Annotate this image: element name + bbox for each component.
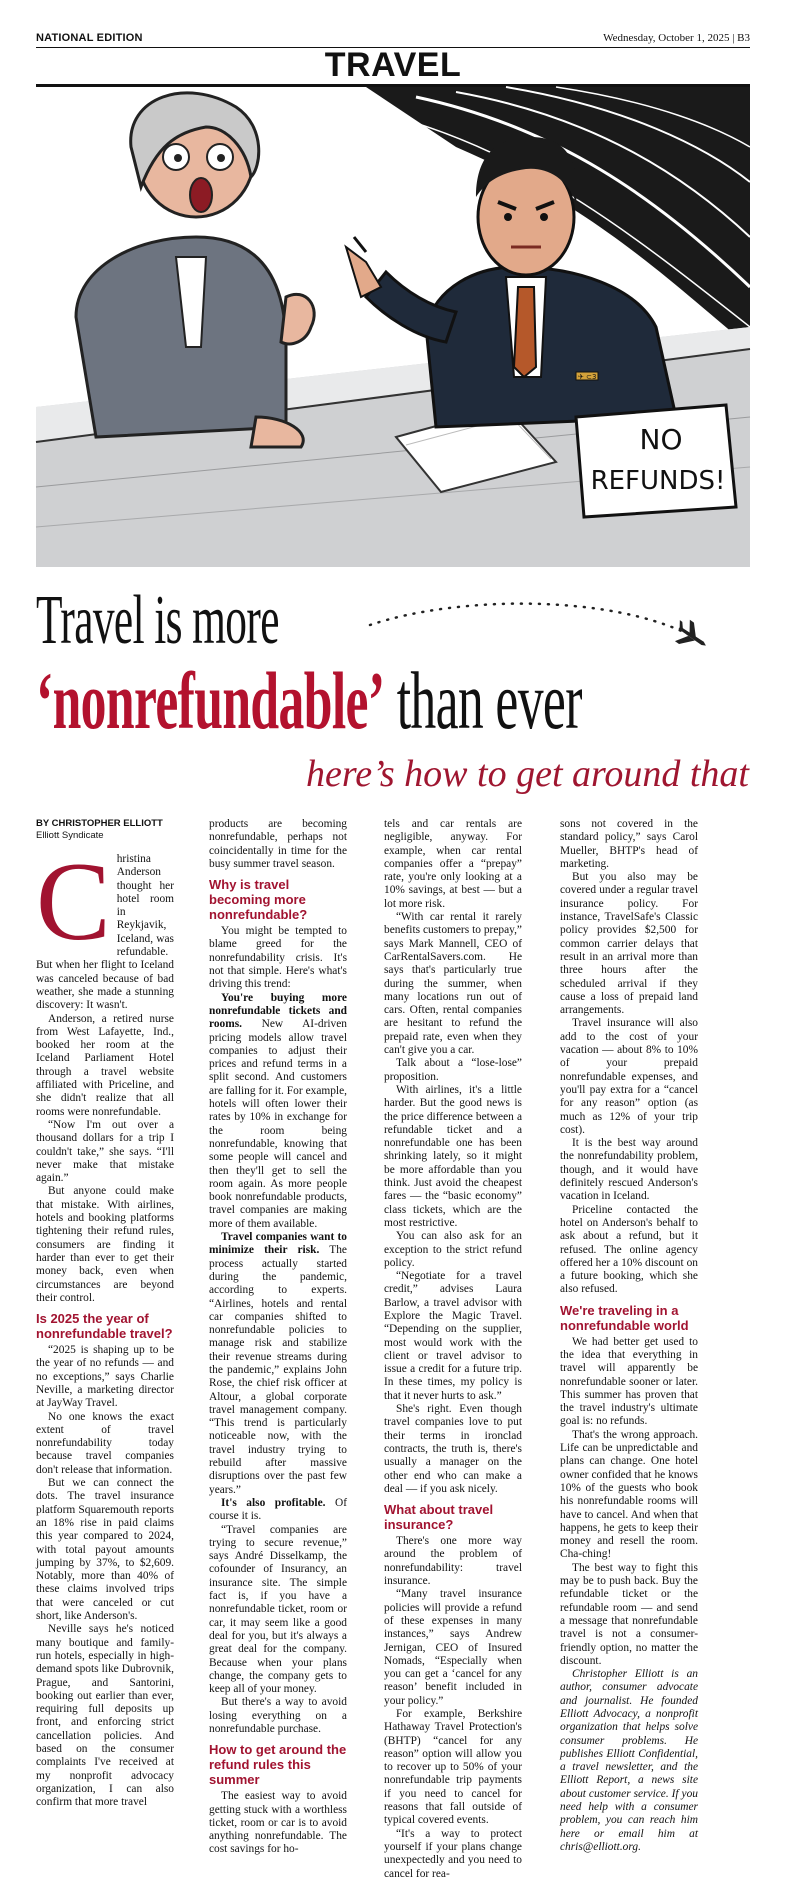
subhead-insurance: What about travel insurance? xyxy=(384,1502,494,1533)
subhead-why: Why is travel becoming more nonrefundable? xyxy=(209,877,308,923)
paragraph xyxy=(209,1497,347,1524)
paragraph: tels and car rentals are negligible, anyway. For example, when car rental companies offer a “prepay” rate, you're only looking at a 10% savings, at best — but a lot more risk. xyxy=(384,818,522,910)
cartoon-svg xyxy=(36,87,750,567)
byline-syndicate: Elliott Syndicate xyxy=(36,830,104,841)
lead-in-risk: Travel companies want to minimize their risk. xyxy=(209,1231,347,1257)
paragraph: “2025 is shaping up to be the year of no refunds — and no exceptions,” says Charlie Neville, a marketing director at JayWay Travel. xyxy=(36,1344,174,1410)
subhead-2025: Is 2025 the year of nonrefundable travel? xyxy=(36,1311,173,1342)
headline-deck: here’s how to get around that xyxy=(306,753,749,795)
paragraph: With airlines, it's a little harder. But the good news is the price difference between a refundable ticket and a nonrefundable one has been shrinking lately, so it might be more affordable than you think. Just avoid the cheapest fares — the “basic economy” class tickets, which are the most restrictive. xyxy=(384,1083,522,1229)
cartoon-illustration xyxy=(36,87,750,567)
paragraph: But you also may be covered under a regular travel insurance policy. For instance, TravelSafe's Classic policy provides $2,500 for common carrier delays that result in an arrival more than three hours after the scheduled arrival if they cause a loss of prepaid land arrangements. xyxy=(560,871,698,1017)
subhead-world: We're traveling in a nonrefundable world xyxy=(560,1302,689,1333)
paragraph: But we can connect the dots. The travel insurance platform Squaremouth reports an 18% rise in paid claims this year compared to 2024, with total payout amounts jumping by 37%, to $2,609. Notably, more than 40% of these claims involved trips that were canceled or cut short, like Anderson's. xyxy=(36,1477,174,1623)
paragraph: She's right. Even though travel companies love to put their terms in ironclad contracts, the truth is, there's usually a manager on the other end who can make a deal — if you ask nicely. xyxy=(384,1403,522,1495)
paragraph: The best way to fight this may be to push back. Buy the refundable ticket or the refundable room — and send a message that nonrefundable travel is not a consumer-friendly option, no matter the discount. xyxy=(560,1561,698,1667)
paragraph: You can also ask for an exception to the strict refund policy. xyxy=(384,1230,522,1269)
edition-label: NATIONAL EDITION xyxy=(36,32,143,44)
paragraph: But there's a way to avoid losing everything on a nonrefundable purchase. xyxy=(209,1696,347,1735)
paragraph: hristina Anderson thought her hotel room in Reykjavik, Iceland, was refundable. But when her flight to Iceland was canceled because of bad weather, she made a stunning discovery: It wasn't. xyxy=(36,853,174,1012)
paragraph: That's the wrong approach. Life can be unpredictable and plans can change. One hotel owner confided that he knows 10% of the guests who book his nonrefundable rooms will have to cancel. And when that happens, he gets to keep their money and resell the room. Cha-ching! xyxy=(560,1428,698,1561)
woman-figure xyxy=(76,93,314,447)
paragraph: We had better get used to the idea that everything in travel will apparently be nonrefundable sooner or later. This summer has proven that the travel industry's ultimate goal is: no refunds. xyxy=(560,1335,698,1428)
paragraph-text: Of course it is. xyxy=(209,1496,347,1523)
paragraph: Talk about a “lose-lose” proposition. xyxy=(384,1057,522,1083)
paragraph: You might be tempted to blame greed for the nonrefundability crisis. It's not that simple. Here's what's driving this trend: xyxy=(209,925,347,991)
column-2 xyxy=(209,818,347,1856)
paragraph: “With car rental it rarely benefits customers to prepay,” says Mark Mannell, CEO of CarRentalSavers.com. He says that's particularly true during the summer, when many locations run out of cars. Often, rental companies are hesitant to refund the prepaid rate, even when they can't give you a car. xyxy=(384,911,522,1057)
sign-text-no: NO xyxy=(639,423,683,456)
byline-author: BY CHRISTOPHER ELLIOTT xyxy=(36,818,163,829)
masthead xyxy=(36,30,750,90)
author-tagline xyxy=(560,1668,698,1854)
no-refunds-sign xyxy=(576,405,736,517)
paragraph: sons not covered in the standard policy,” says Carol Mueller, BHTP's head of marketing. xyxy=(560,818,698,870)
section-title: TRAVEL xyxy=(324,46,462,84)
sign-text-refunds: REFUNDS! xyxy=(590,466,726,496)
paragraph xyxy=(209,992,347,1231)
dotted-flight-path xyxy=(360,595,740,675)
paragraph: No one knows the exact extent of travel nonrefundability today because travel companies don't release that information. xyxy=(36,1410,174,1476)
paragraph: The easiest way to avoid getting stuck with a worthless ticket, room or car is to avoid anything nonrefundable. The cost savings for ho- xyxy=(209,1790,347,1856)
headline-quoted-word: ‘nonrefundable’ xyxy=(36,655,385,746)
lead-in-profit: It's also profitable. xyxy=(221,1496,326,1509)
paragraph: “Travel companies are trying to secure revenue,” says André Disselkamp, the cofounder of Insurancy, an insurance site. The simple fact is, if you have a nonrefundable ticket, room or car, it may seem like a good deal for you, but it's always a great deal for the company. Because when your plans change, the company gets to keep all of your money. xyxy=(209,1523,347,1696)
drop-cap: C xyxy=(36,840,111,964)
paragraph: There's one more way around the problem of nonrefundability: travel insurance. xyxy=(384,1535,522,1588)
column-4 xyxy=(560,818,698,1853)
paragraph: Priceline contacted the hotel on Anderson's behalf to ask about a refund, but it refused. The online agency offered her a 10% discount on a future booking, which she also refused. xyxy=(560,1203,698,1296)
paragraph: “Now I'm out over a thousand dollars for a trip I couldn't take,” she says. “I'll never make that mistake again.” xyxy=(36,1118,174,1185)
headline-line2-rest: than ever xyxy=(384,655,582,746)
dateline: Wednesday, October 1, 2025 | B3 xyxy=(603,32,750,44)
paragraph: “Many travel insurance policies will provide a refund of these expenses in many instances,” says Andrew Jernigan, CEO of Insured Nomads, “Especially when you can get a ‘cancel for any reason’ benefit included in your policy.” xyxy=(384,1588,522,1707)
column-3 xyxy=(384,818,522,1880)
paragraph: For example, Berkshire Hathaway Travel Protection's (BHTP) “cancel for any reason” option will allow you to recover up to 50% of your nonrefundable trip payments if you need to cancel for reasons that fall outside of typical covered events. xyxy=(384,1708,522,1827)
paragraph: But anyone could make that mistake. With airlines, hotels and booking platforms tightening their refund rules, consumers are finding it harder than ever to get their money back, even when circumstances are beyond their control. xyxy=(36,1185,174,1304)
airplane-icon xyxy=(668,615,712,657)
paragraph: Neville says he's noticed many boutique and family-run hotels, especially in high-demand spots like Dubrovnik, Prague, and Santorini, booking out earlier than ever, requiring full deposits up front, and enforcing strict cancellation policies. And based on the consumer complaints I've received at my nonprofit advocacy organization, I can also confirm that more travel xyxy=(36,1623,174,1809)
paragraph: “Negotiate for a travel credit,” advises Laura Barlow, a travel advisor with Explore the Magic Travel. “Depending on the supplier, most would work with the client or travel advisor to issue a credit for a future trip. In these times, my policy is that it never hurts to ask.” xyxy=(384,1270,522,1402)
tagline-text: Christopher Elliott is an author, consumer advocate and journalist. He founded Elliott Advocacy, a nonprofit organization that helps solve consumer problems. He publishes Elliott Confidential, a travel newsletter, and the Elliott Report, a news site about customer service. If you need help with a consumer problem, you can reach him here or email him at chris@elliott.org. xyxy=(560,1668,698,1853)
paragraph-text: New AI-driven pricing models allow travel companies to adjust their prices and refund terms in a split second. And customers are falling for it. For example, hotels will often lower their rates by 10% in exchange for the room being nonrefundable, knowing that some people will cancel and then they'll get to sell the room again. As more people book nonrefundable products, travel companies are making more of them available. xyxy=(209,1018,347,1230)
paragraph: “It's a way to protect yourself if your plans change unexpectedly and you need to cancel for rea- xyxy=(384,1827,522,1880)
headline-line1: Travel is more xyxy=(36,582,279,659)
subhead-rules: How to get around the refund rules this summer xyxy=(209,1742,347,1788)
paragraph: Anderson, a retired nurse from West Lafayette, Ind., booked her room at the Iceland Parliament Hotel through a travel website affiliated with Priceline, and she didn't realize that all rooms were nonrefundable. xyxy=(36,1012,174,1118)
paragraph: It is the best way around the nonrefundability problem, though, and it would have definitely rescued Anderson's vacation in Iceland. xyxy=(560,1137,698,1203)
paragraph xyxy=(209,1231,347,1497)
paragraph: products are becoming nonrefundable, perhaps not coincidentally in time for the busy summer travel season. xyxy=(209,818,347,870)
column-1 xyxy=(36,818,174,1809)
lead-in-buying: You're buying more nonrefundable tickets and rooms. xyxy=(209,991,347,1031)
name-badge: ✈ ⊂3 xyxy=(578,373,597,381)
paragraph: Travel insurance will also add to the cost of your vacation — about 8% to 10% of your prepaid nonrefundable expenses, and you'll pay extra for a “cancel for any reason” option (as much as 12% of your trip cost). xyxy=(560,1017,698,1136)
paragraph-text: The process actually started during the pandemic, according to experts. “Airlines, hotels and rental car companies shifted to nonrefundable policies to manage risk and stabilize their revenue streams during the pandemic,” explains John Rose, the chief risk officer at Altour, a global corporate travel management company. “This trend is particularly noticeable now, with the travel industry trying to rebuild after massive disruptions over the past few years.” xyxy=(209,1244,347,1496)
